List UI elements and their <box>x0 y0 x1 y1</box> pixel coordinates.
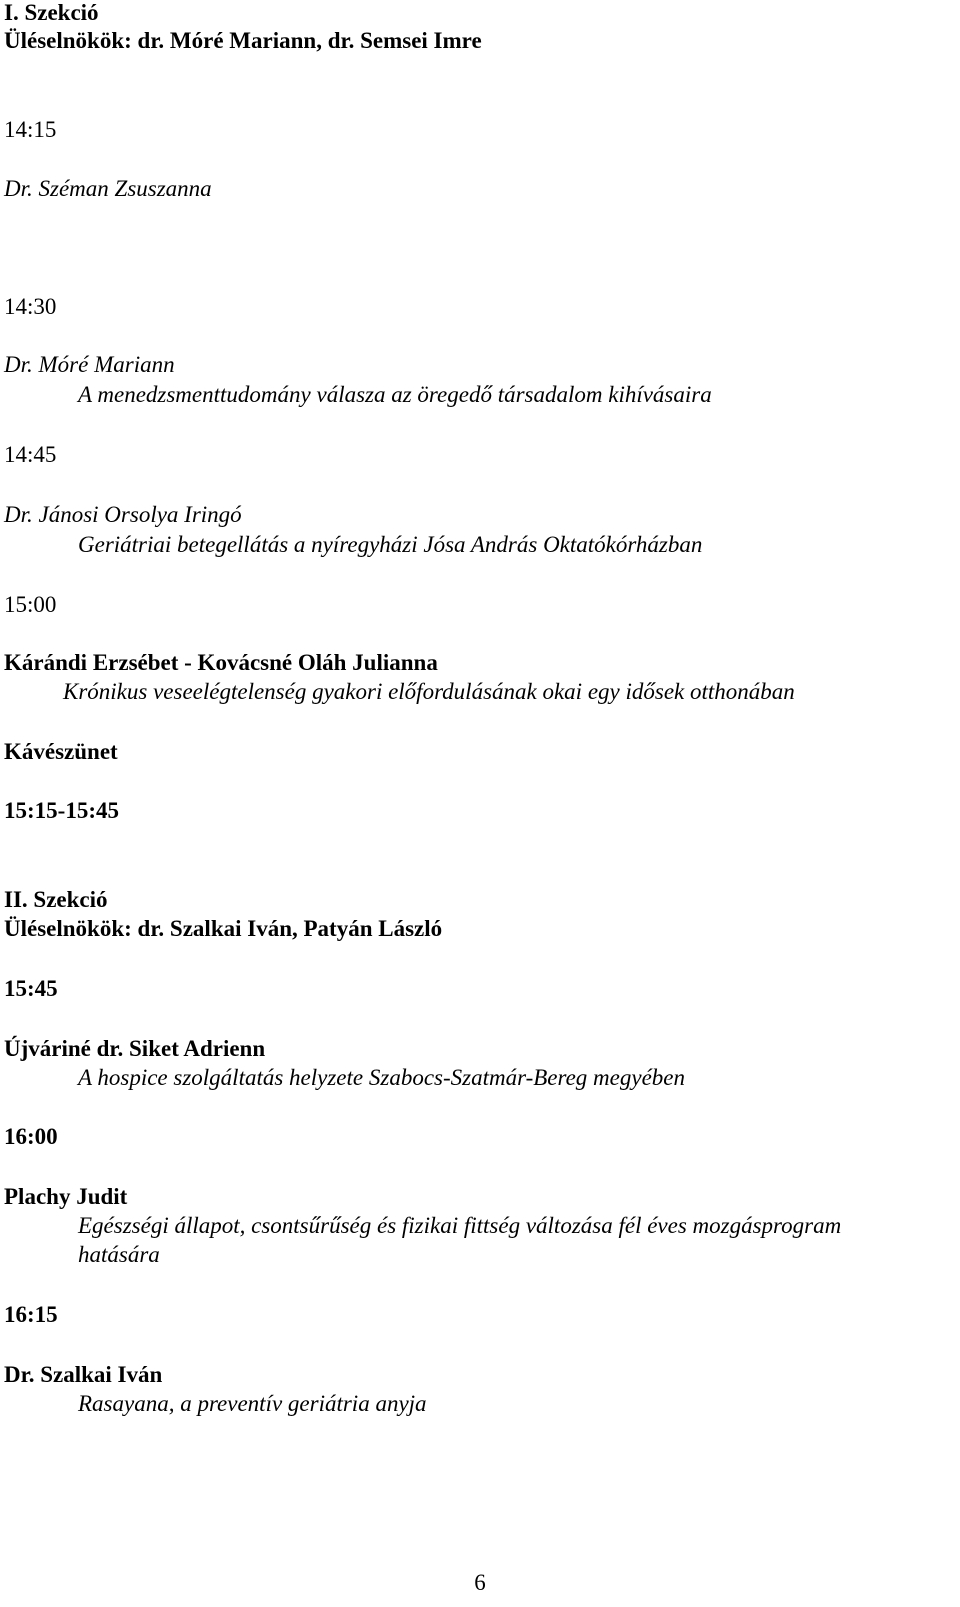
talk-time: 15:00 <box>4 592 57 617</box>
section-heading: II. Szekció <box>4 887 108 912</box>
session-chairs: Üléselnökök: dr. Szalkai Iván, Patyán László <box>4 916 443 941</box>
talk-time: 14:30 <box>4 294 57 319</box>
talk-title: A menedzsmenttudomány válasza az öregedő társadalom kihívásaira <box>78 382 712 407</box>
talk-time: 15:45 <box>4 976 58 1001</box>
talk-title: Geriátriai betegellátás a nyíregyházi Jósa András Oktatókórházban <box>78 532 703 557</box>
break-time: 15:15-15:45 <box>4 798 119 823</box>
talk-speaker: Dr. Móré Mariann <box>4 352 175 377</box>
talk-time: 16:00 <box>4 1124 58 1149</box>
talk-time: 16:15 <box>4 1302 58 1327</box>
talk-title: A hospice szolgáltatás helyzete Szabocs-Szatmár-Bereg megyében <box>78 1065 685 1090</box>
talk-speaker: Újváriné dr. Siket Adrienn <box>4 1036 266 1061</box>
talk-speaker: Kárándi Erzsébet - Kovácsné Oláh Julianna <box>4 650 438 675</box>
talk-speaker: Dr. Jánosi Orsolya Iringó <box>4 502 242 527</box>
talk-time: 14:45 <box>4 442 57 467</box>
talk-speaker: Dr. Szalkai Iván <box>4 1362 163 1387</box>
session-chairs: Üléselnökök: dr. Móré Mariann, dr. Semsei Imre <box>4 28 482 53</box>
talk-title: hatására <box>78 1242 160 1267</box>
talk-title: Krónikus veseelégtelenség gyakori előfordulásának okai egy idősek otthonában <box>63 679 795 704</box>
talk-title: Egészségi állapot, csontsűrűség és fizikai fittség változása fél éves mozgásprogram <box>78 1213 842 1238</box>
talk-time: 14:15 <box>4 117 57 142</box>
talk-speaker: Dr. Széman Zsuszanna <box>4 176 212 201</box>
talk-title: Rasayana, a preventív geriátria anyja <box>78 1391 427 1416</box>
break-label: Kávészünet <box>4 739 118 764</box>
talk-speaker: Plachy Judit <box>4 1184 128 1209</box>
page-number: 6 <box>474 1570 486 1595</box>
section-heading: I. Szekció <box>4 0 99 25</box>
